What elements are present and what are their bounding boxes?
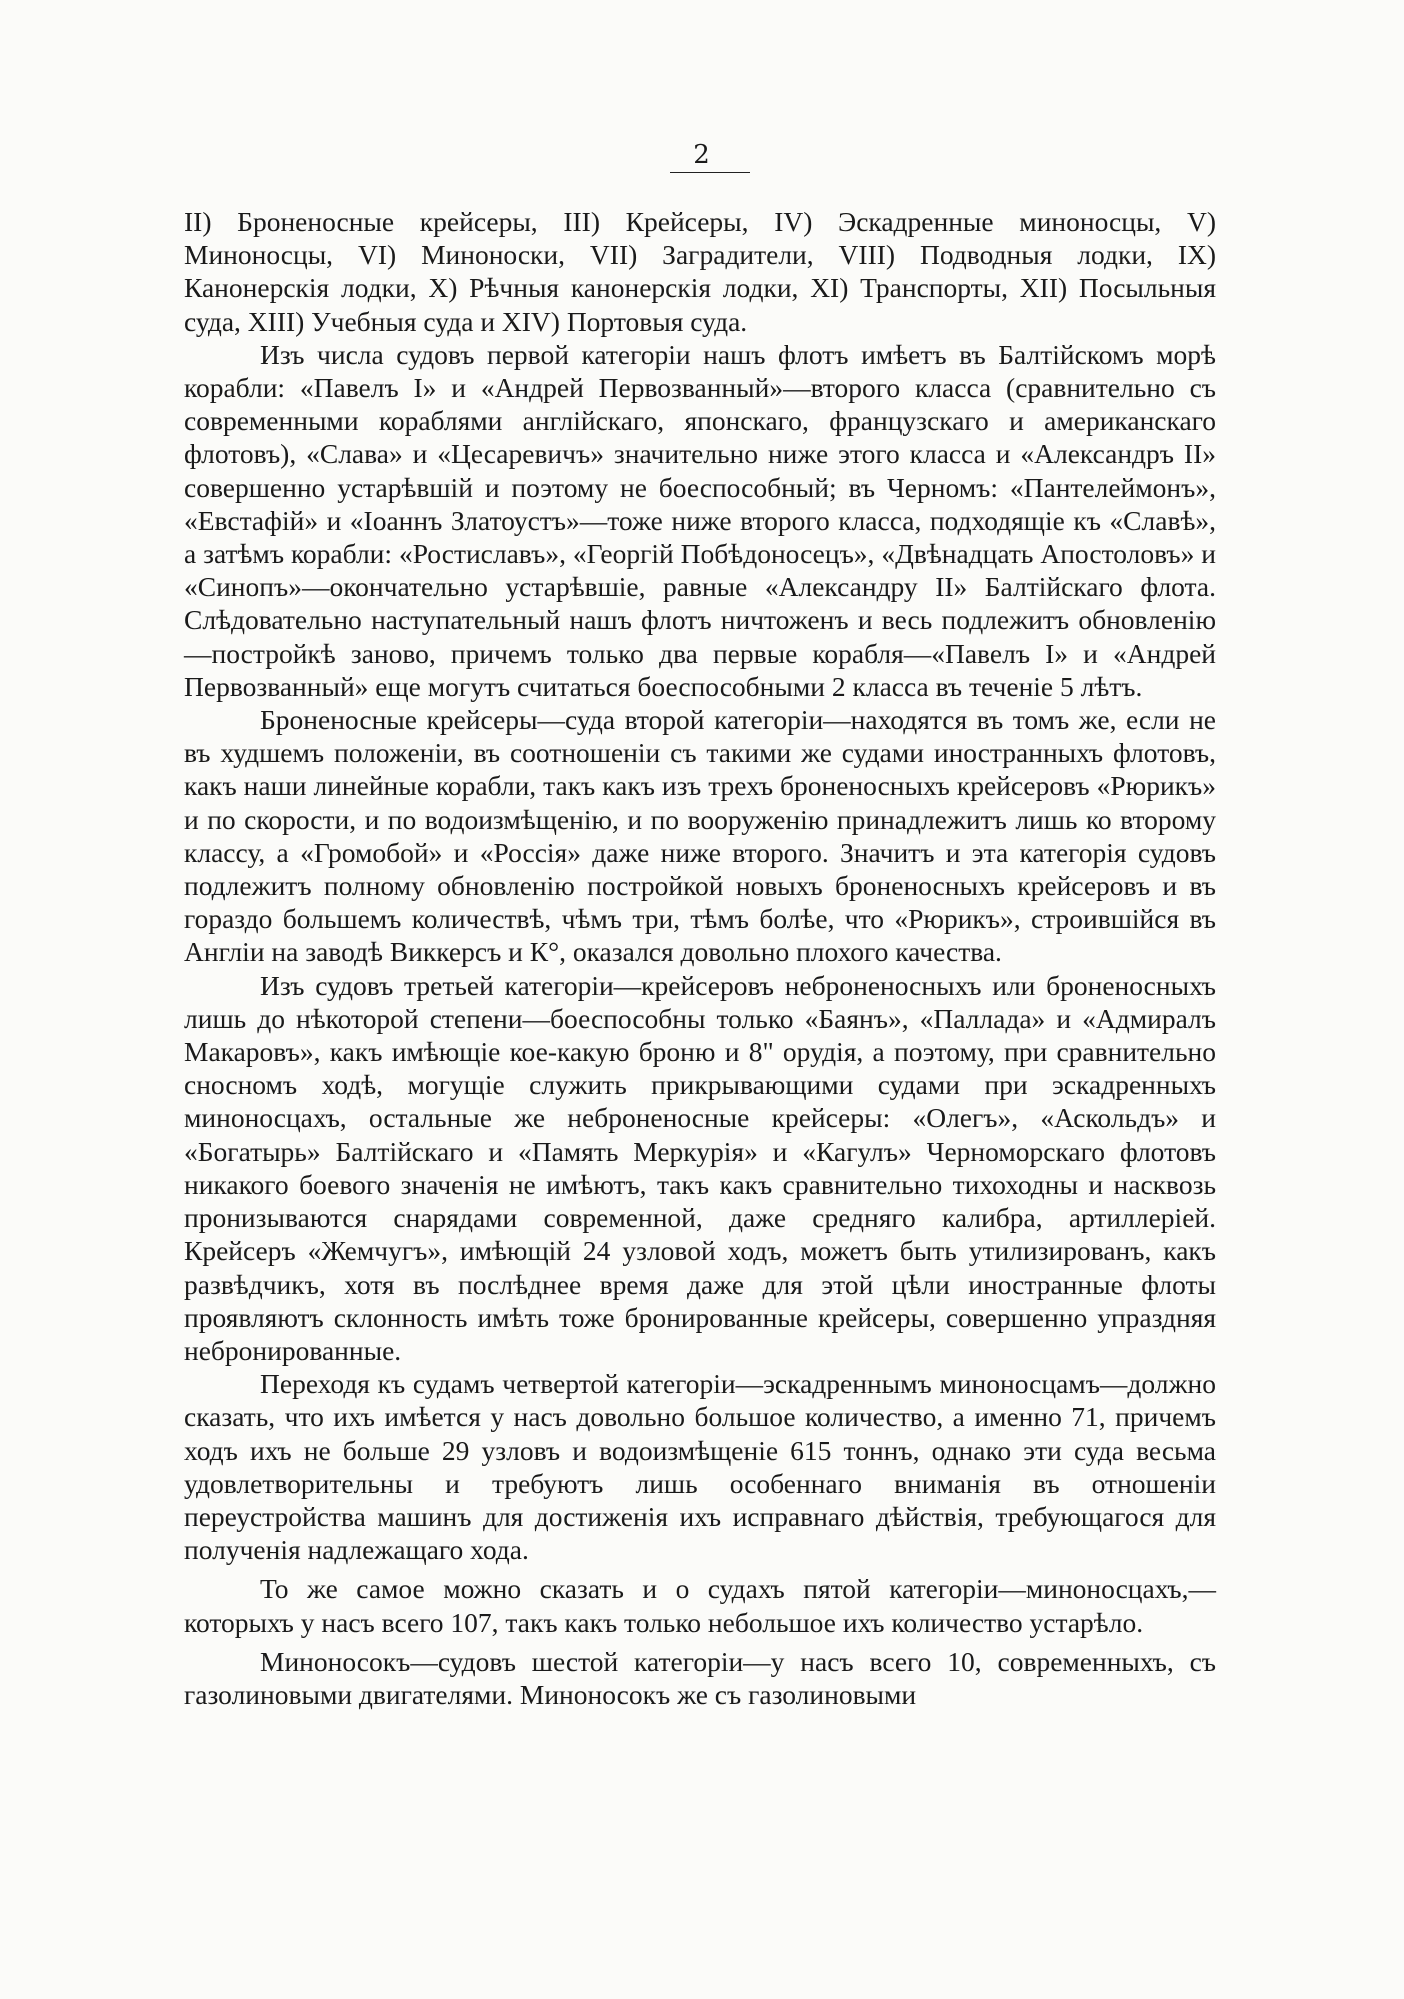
paragraph-ship-classes: II) Броненосные крейсеры, III) Крейсеры, IV) Эскадренные миноносцы, V) Миноносцы, VI) Миноноски, VII) Заградители, VIII) Подводныя лодки, IX) Канонерскія лодки, X) Рѣчныя канонерскія лодки, XI) Транспорты, XII) Посыльныя суда, XIII) Учебныя суда и XIV) Портовыя суда. (184, 206, 1216, 337)
paragraph-sixth-category: Миноносокъ—судовъ шестой категоріи—у насъ всего 10, современныхъ, съ газолиновыми двигателями. Миноносокъ же съ газолиновыми (184, 1645, 1216, 1710)
page-number: 2 (693, 140, 711, 170)
paragraph-armored-cruisers: Броненосные крейсеры—суда второй категоріи—находятся въ томъ же, если не въ худшемъ положеніи, въ соотношеніи съ такими же судами иностранныхъ флотовъ, какъ наши линейные корабли, такъ какъ изъ трехъ броненосныхъ крейсеровъ «Рюрикъ» и по скорости, и по водоизмѣщенію, и по вооруженію принадлежитъ лишь ко второму классу, а «Громобой» и «Россія» даже ниже второго. Значитъ и эта категорія судовъ подлежитъ полному обновленію постройкой новыхъ броненосныхъ крейсеровъ и въ гораздо большемъ количествѣ, чѣмъ три, тѣмъ болѣе, что «Рюрикъ», строившійся въ Англіи на заводѣ Виккерсъ и К°, оказался довольно плохого качества. (184, 704, 1216, 968)
paragraph-third-category: Изъ судовъ третьей категоріи—крейсеровъ неброненосныхъ или броненосныхъ лишь до нѣкоторой степени—боеспособны только «Баянъ», «Паллада» и «Адмиралъ Макаровъ», какъ имѣющіе кое-какую броню и 8" орудія, а поэтому, при сравнительно сносномъ ходѣ, могущіе служить прикрывающими судами при эскадренныхъ миноносцахъ, остальные же неброненосные крейсеры: «Олегъ», «Аскольдъ» и «Богатырь» Балтійскаго и «Память Меркурія» и «Кагулъ» Черноморскаго флотовъ никакого боевого значенія не имѣютъ, такъ какъ сравнительно тихоходны и насквозь пронизываются снарядами современной, даже средняго калибра, артиллеріей. Крейсеръ «Жемчугъ», имѣющій 24 узловой ходъ, можетъ быть утилизированъ, какъ развѣдчикъ, хотя въ послѣднее время даже для этой цѣли иностранные флоты проявляютъ склонность имѣть тоже бронированные крейсеры, совершенно упраздняя небронированные. (184, 969, 1216, 1366)
body-text (184, 205, 1216, 1711)
paragraph-fifth-category: То же самое можно сказать и о судахъ пятой категоріи—миноносцахъ,—которыхъ у насъ всего 107, такъ какъ только небольшое ихъ количество устарѣло. (184, 1573, 1216, 1638)
page-number-rule (670, 172, 750, 173)
paragraph-fourth-category: Переходя къ судамъ четвертой категоріи—эскадреннымъ миноносцамъ—должно сказать, что ихъ имѣется у насъ довольно большое количество, а именно 71, причемъ ходъ ихъ не больше 29 узловъ и водоизмѣщеніе 615 тоннъ, однако эти суда весьма удовлетворительны и требуютъ лишь особеннаго вниманія въ отношеніи переустройства машинъ для достиженія ихъ исправнаго дѣйствія, требующагося для полученія надлежащаго хода. (184, 1368, 1216, 1566)
paragraph-first-category: Изъ числа судовъ первой категоріи нашъ флотъ имѣетъ въ Балтійскомъ морѣ корабли: «Павелъ I» и «Андрей Первозванный»—второго класса (сравнительно съ современными кораблями англійскаго, японскаго, французскаго и американскаго флотовъ), «Слава» и «Цесаревичъ» значительно ниже этого класса и «Александръ II» совершенно устарѣвшій и поэтому не боеспособный; въ Черномъ: «Пантелеймонъ», «Евстафій» и «Іоаннъ Златоустъ»—тоже ниже второго класса, подходящіе къ «Славѣ», а затѣмъ корабли: «Ростиславъ», «Георгій Побѣдоносецъ», «Двѣнадцать Апостоловъ» и «Синопъ»—окончательно устарѣвшіе, равные «Александру II» Балтійскаго флота. Слѣдовательно наступательный нашъ флотъ ничтоженъ и весь подлежитъ обновленію—постройкѣ заново, причемъ только два первые корабля—«Павелъ I» и «Андрей Первозванный» еще могутъ считаться боеспособными 2 класса въ теченіе 5 лѣтъ. (184, 338, 1216, 702)
